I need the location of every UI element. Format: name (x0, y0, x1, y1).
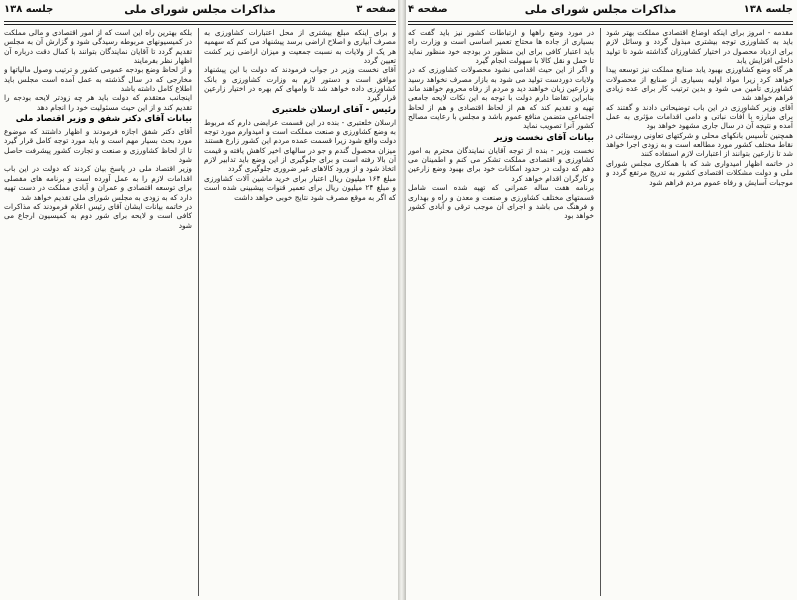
paragraph: برنامه هفت ساله عمرانی که تهیه شده است شامل قسمتهای مختلف کشاورزی و صنعت و معدن و راه و بهداری و فرهنگ می باشد و اجرای آن موجب ترقی و آبادی کشور خواهد بود (408, 183, 594, 221)
right-page-title: مذاکرات مجلس شورای ملی (524, 3, 677, 16)
right-session-number: جلسه ۱۳۸ (743, 4, 793, 15)
paragraph: بلکه بهترین راه این است که از امور اقتصادی و مالی مملکت در کمیسیونهای مربوطه رسیدگی شود و گزارش آن به مجلس تقدیم گردد تا آقایان نمایندگان بتوانند با کمال دقت درباره آن اظهار نظر بفرمایند (4, 28, 192, 66)
left-page-col-left (4, 28, 192, 596)
left-page-number: صفحه ۳ (356, 4, 396, 15)
paragraph: نخست وزیر - بنده از توجه آقایان نمایندگان محترم به امور کشاورزی و اقتصادی مملکت تشکر می کنم و اطمینان می دهم که دولت در حدود امکانات خود برای بهبود وضع زارعین و کارگران اقدام خواهد کرد (408, 145, 594, 183)
paragraph: در خاتمه بیانات ایشان آقای رئیس اعلام فرمودند که مذاکرات کافی است و لایحه برای شور دوم به کمیسیون ارجاع می شود (4, 201, 192, 230)
paragraph: میزان محصول گندم و جو در سالهای اخیر کاهش یافته و قیمت آن بالا رفته است و برای جلوگیری از این وضع باید تدابیر لازم اتخاذ شود و از ورود کالاهای غیر ضروری جلوگیری گردد (204, 145, 396, 174)
section-heading: بیانات آقای دکتر شفق و وزیر اقتصاد ملی (15, 114, 192, 125)
right-columns (408, 28, 793, 596)
right-page-number: صفحه ۴ (408, 4, 448, 15)
section-heading: بیانات آقای نخست وزیر (494, 132, 594, 143)
left-page-col-right (204, 28, 396, 596)
paragraph: هر گاه وضع کشاورزی بهبود یابد صنایع مملکت نیز توسعه پیدا خواهد کرد زیرا مواد اولیه بسیاری از صنایع از محصولات کشاورزی تأمین می شود و بدین ترتیب کار برای عده زیادی فراهم خواهد شد (606, 65, 793, 103)
paragraph: مبلغ ۱۶۴ میلیون ریال اعتبار برای خرید ماشین آلات کشاورزی و مبلغ ۲۴ میلیون ریال برای تعمیر قنوات پیشبینی شده است که اگر به موقع مصرف شود نتایج خوبی خواهد داشت (204, 173, 396, 202)
left-session-number: جلسه ۱۳۸ (4, 4, 54, 15)
paragraph: ارسلان خلعتبری - بنده در این قسمت عرایضی دارم که مربوط به وضع کشاورزی و صنعت مملکت است و امیدوارم مورد توجه دولت واقع شود زیرا قسمت عمده مردم این کشور زارع هستند (204, 117, 396, 146)
paragraph: وزیر اقتصاد ملی در پاسخ بیان کردند که دولت در این باب اقدامات لازم را به عمل آورده است و برنامه های مفصلی برای توسعه اقتصادی و عمران و آبادی مملکت در دست تهیه دارد که به زودی به مجلس شورای ملی تقدیم خواهد شد (4, 164, 192, 202)
paragraph: و از لحاظ وضع بودجه عمومی کشور و ترتیب وصول مالیاتها و مخارجی که در سال گذشته به عمل آمده است مجلس باید اطلاع کامل داشته باشد (4, 65, 192, 94)
section-heading: رئیس - آقای ارسلان خلعتبری (271, 104, 396, 115)
right-page-header (408, 2, 793, 22)
paragraph: همچنین تأسیس بانکهای محلی و شرکتهای تعاونی روستائی در نقاط مختلف کشور مورد مطالعه است و به زودی اجرا خواهد شد تا زارعین بتوانند از اعتبارات لازم استفاده کنند (606, 130, 793, 159)
left-header-rule (4, 21, 396, 25)
right-page-col-left (408, 28, 594, 596)
paragraph: آقای دکتر شفق اجازه فرمودند و اظهار داشتند که موضوع مورد بحث بسیار مهم است و باید مورد توجه کامل قرار گیرد تا از لحاظ کشاورزی و صنعت و تجارت کشور پیشرفت حاصل شود (4, 127, 192, 165)
column-divider (600, 28, 601, 596)
left-columns (4, 28, 396, 596)
right-header-rule (408, 21, 793, 25)
paragraph: بنابراین تقاضا دارم دولت با توجه به این نکات لایحه جامعی تهیه و تقدیم کند که هم از لحاظ اقتصادی و هم از لحاظ اجتماعی متضمن منافع عموم باشد و مجلس با رعایت مصالح کشور آنرا تصویب نماید (408, 93, 594, 131)
paragraph: مقدمه - امروز برای اینکه اوضاع اقتصادی مملکت بهتر شود باید به کشاورزی توجه بیشتری مبذول گردد و وسائل لازم برای ازدیاد محصول در اختیار کشاورزان گذاشته شود تا تولید داخلی افزایش یابد (606, 28, 793, 66)
right-page-col-right (606, 28, 793, 596)
paragraph: در مورد وضع راهها و ارتباطات کشور نیز باید گفت که بسیاری از جاده ها محتاج تعمیر اساسی است و وزارت راه باید اعتبار کافی برای این منظور در بودجه خود منظور نماید تا حمل و نقل کالا با سهولت انجام گیرد (408, 28, 594, 66)
paragraph: و اگر از این حیث اقدامی نشود محصولات کشاورزی که در ولایات دوردست تولید می شود به بازار مصرف نخواهد رسید و زارعین زیان خواهند دید و مردم از رفاه محروم خواهند ماند (408, 65, 594, 94)
column-divider (198, 28, 199, 596)
paragraph: آقای وزیر کشاورزی در این باب توضیحاتی دادند و گفتند که برای مبارزه با آفات نباتی و دامی اقدامات مؤثری به عمل آمده و نتیجه آن در سال جاری مشهود خواهد بود (606, 102, 793, 131)
paragraph: آقای نخست وزیر در جواب فرمودند که دولت با این پیشنهاد موافق است و دستور لازم به وزارت کشاورزی و بانک کشاورزی داده خواهد شد تا وامهای کم بهره در اختیار زارعین قرار گیرد (204, 65, 396, 103)
left-page-title: مذاکرات مجلس شورای ملی (124, 3, 276, 16)
right-page (404, 0, 797, 600)
paragraph: و برای اینکه مبلغ بیشتری از محل اعتبارات کشاورزی به مصرف آبیاری و اصلاح اراضی برسد پیشنهاد می کنم که سهمیه هر یک از ولایات به نسبت جمعیت و میزان اراضی زیر کشت تعیین گردد (204, 28, 396, 66)
paragraph: در خاتمه اظهار امیدواری شد که با همکاری مجلس شورای ملی و دولت مشکلات اقتصادی کشور به تدریج مرتفع گردد و موجبات آسایش و رفاه عموم مردم فراهم شود (606, 158, 793, 187)
paragraph: اینجانب معتقدم که دولت باید هر چه زودتر لایحه بودجه را تقدیم کند و از این حیث مسئولیت خود را انجام دهد (4, 93, 192, 112)
left-page-header (4, 2, 396, 22)
